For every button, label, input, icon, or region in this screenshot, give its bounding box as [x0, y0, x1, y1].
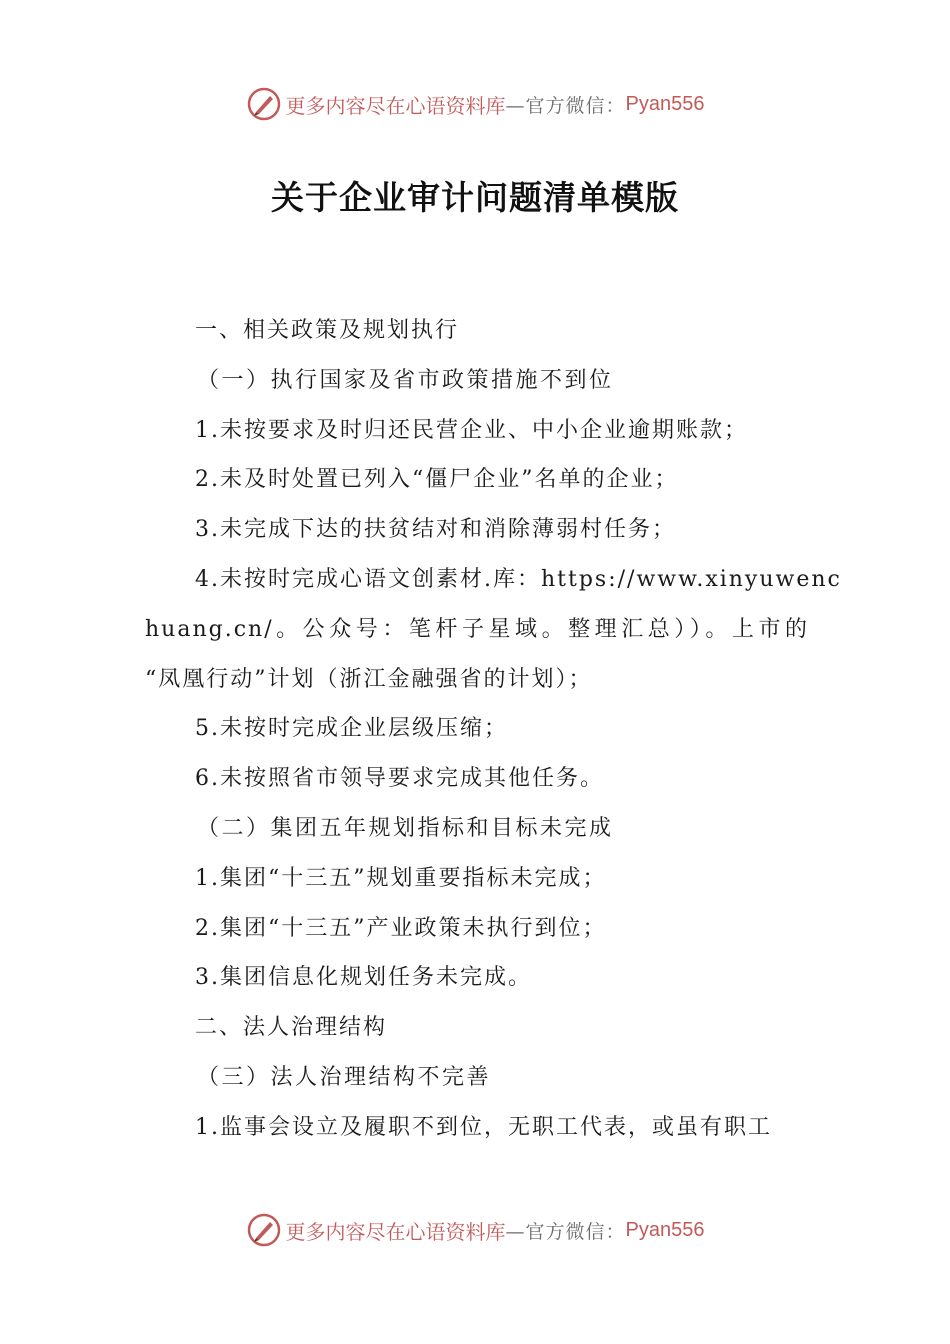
footer-watermark — [0, 1208, 950, 1252]
list-item: 3.集团信息化规划任务未完成。 — [195, 965, 532, 991]
subsection-heading: （二）集团五年规划指标和目标未完成 — [197, 815, 614, 841]
section-heading: 二、法人治理结构 — [195, 1015, 388, 1041]
subsection-heading: （三）法人治理结构不完善 — [197, 1064, 492, 1090]
list-item: 2.集团“十三五”产业政策未执行到位； — [195, 915, 607, 941]
section-heading: 一、相关政策及规划执行 — [195, 318, 460, 343]
list-item-continuation: “凤凰行动”计划（浙江金融强省的计划）； — [145, 666, 593, 692]
header-watermark — [0, 82, 950, 126]
list-item: 1.集团“十三五”规划重要指标未完成； — [195, 865, 607, 891]
list-item: 6.未按照省市领导要求完成其他任务。 — [195, 766, 604, 792]
pen-logo-icon — [246, 1212, 282, 1248]
list-item-continuation: huang.cn/。公众号：笔杆子星域。整理汇总））。上市的 — [145, 616, 809, 642]
document-body — [145, 306, 842, 1153]
pen-logo-icon — [246, 86, 282, 122]
watermark-main-text: 更多内容尽在心语资料库 — [285, 93, 506, 118]
watermark-main-text: 更多内容尽在心语资料库 — [285, 1219, 506, 1244]
watermark-sub-text: —官方微信： — [505, 1220, 626, 1243]
list-item: 1.监事会设立及履职不到位，无职工代表，或虽有职工 — [195, 1114, 772, 1140]
list-item: 3.未完成下达的扶贫结对和消除薄弱村任务； — [195, 517, 676, 543]
list-item: 2.未及时处置已列入“僵尸企业”名单的企业； — [195, 467, 679, 493]
subsection-heading: （一）执行国家及省市政策措施不到位 — [197, 367, 614, 393]
document-title: 关于企业审计问题清单模版 — [271, 178, 679, 217]
watermark-wechat-id: Pyan556 — [625, 92, 705, 115]
list-item: 1.未按要求及时归还民营企业、中小企业逾期账款； — [195, 417, 748, 443]
list-item: 4.未按时完成心语文创素材.库：https://www.xinyuwenc — [195, 566, 842, 592]
watermark-wechat-id: Pyan556 — [625, 1218, 705, 1241]
list-item: 5.未按时完成企业层级压缩； — [195, 716, 508, 742]
watermark-sub-text: —官方微信： — [505, 94, 626, 117]
